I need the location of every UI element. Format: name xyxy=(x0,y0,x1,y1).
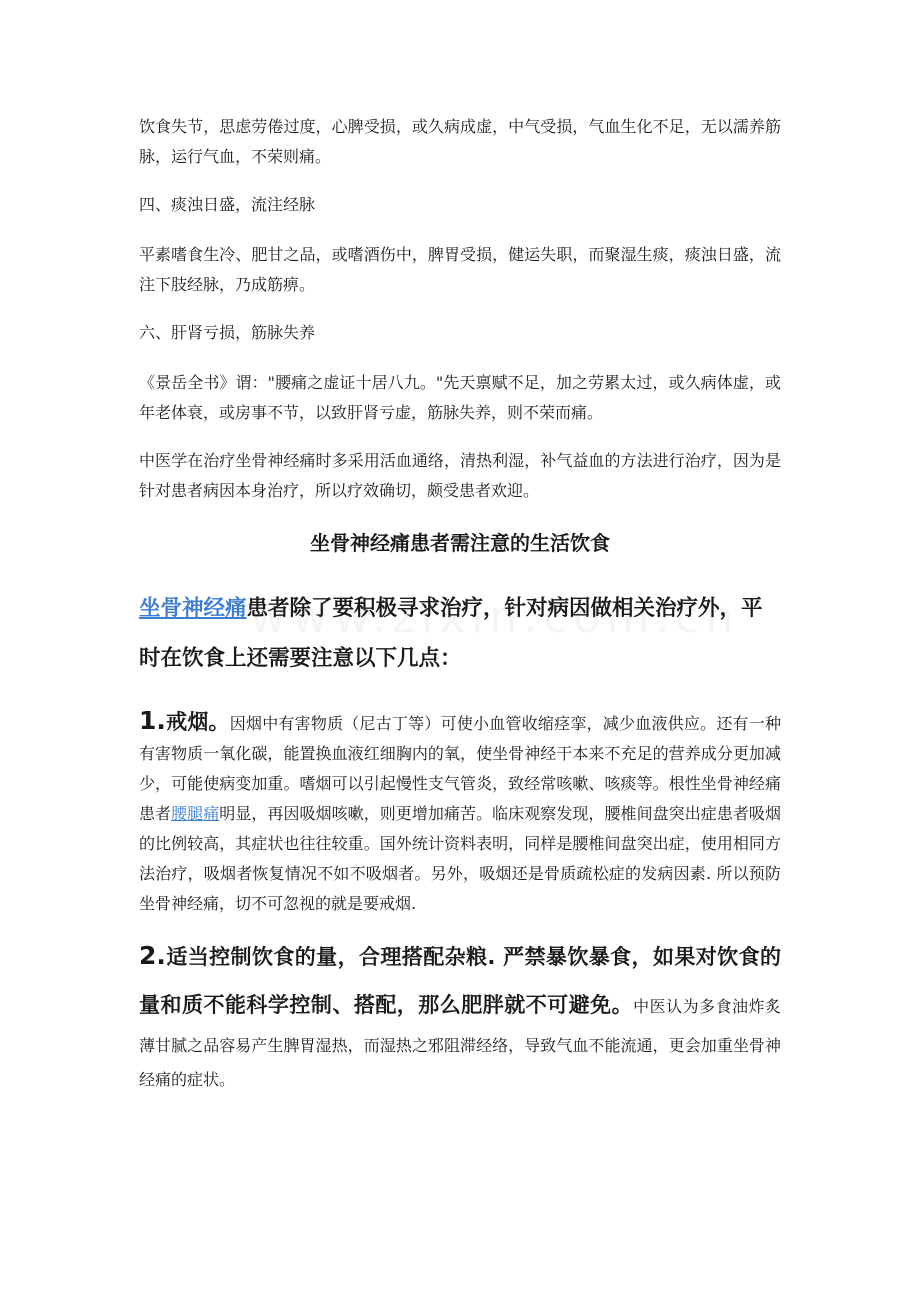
paragraph-liver-kidney: 《景岳全书》谓："腰痛之虚证十居八九。"先天禀赋不足，加之劳累太过，或久病体虚，或年老体衰，或房事不节，以致肝肾亏虚，筋脉失养，则不荣而痛。 xyxy=(139,373,781,422)
sciatica-link[interactable]: 坐骨神经痛 xyxy=(139,596,247,621)
paragraph-qi-blood-deficiency: 饮食失节，思虑劳倦过度，心脾受损，或久病成虚，中气受损，气血生化不足，无以濡养筋脉，运行气血，不荣则痛。 xyxy=(139,117,781,166)
subheading-phlegm: 四、痰浊日盛，流注经脉 xyxy=(139,195,316,214)
item-number: 2. xyxy=(139,941,166,970)
item-number: 1. xyxy=(139,706,166,735)
item-heading: 适当控制饮食的量，合理搭配杂粮. 严禁暴饮暴食，如果对饮食的量和质不能科学控制、搭配，那么肥胖就不可避免。 xyxy=(139,945,781,1017)
item-heading: 戒烟。 xyxy=(165,710,230,734)
section-title: 坐骨神经痛患者需注意的生活饮食 xyxy=(310,531,610,555)
item-text: 因烟中有害物质（尼古丁等）可使小血管收缩痉挛，减少血液供应。还有一种有害物质一氧化碳，能置换血液红细胸内的氧，使坐骨神经干本来不充足的营养成分更加减少，可能使病变加重。嗜烟可以引起慢性支气管炎，致经常咳嗽、咳痰等。根性坐骨神经痛患者 xyxy=(139,714,781,823)
item-text-continued: 明显，再因吸烟咳嗽，则更增加痛苦。临床观察发现，腰椎间盘突出症患者吸烟的比例较高，其症状也往往较重。国外统计资料表明，同样是腰椎间盘突出症，使用相同方法治疗，吸烟者恢复情况不如不吸烟者。另外，吸烟还是骨质疏松症的发病因素. 所以预防坐骨神经痛，切不可忽视的就是要戒烟. xyxy=(139,804,781,913)
subheading-liver-kidney: 六、肝肾亏损，筋脉失养 xyxy=(139,323,316,342)
list-item-diet-control xyxy=(139,933,781,1097)
item-text: 中医认为多食油炸炙薄甘腻之品容易产生脾胃湿热，而湿热之邪阻滞经络，导致气血不能流通，更会加重坐骨神经痛的症状。 xyxy=(139,997,781,1089)
lumbago-link[interactable]: 腰腿痛 xyxy=(171,804,220,823)
list-item-quit-smoking xyxy=(139,706,781,919)
paragraph-tcm-treatment: 中医学在治疗坐骨神经痛时多采用活血通络，清热利湿，补气益血的方法进行治疗，因为是针对患者病因本身治疗，所以疗效确切，颇受患者欢迎。 xyxy=(139,451,781,500)
intro-text: 患者除了要积极寻求治疗，针对病因做相关治疗外，平时在饮食上还需要注意以下几点： xyxy=(139,596,763,671)
document-page xyxy=(139,112,781,1111)
intro-paragraph xyxy=(139,584,781,684)
paragraph-phlegm: 平素嗜食生冷、肥甘之品，或嗜酒伤中，脾胃受损，健运失职，而聚湿生痰，痰浊日盛，流注下肢经脉，乃成筋痹。 xyxy=(139,245,781,294)
